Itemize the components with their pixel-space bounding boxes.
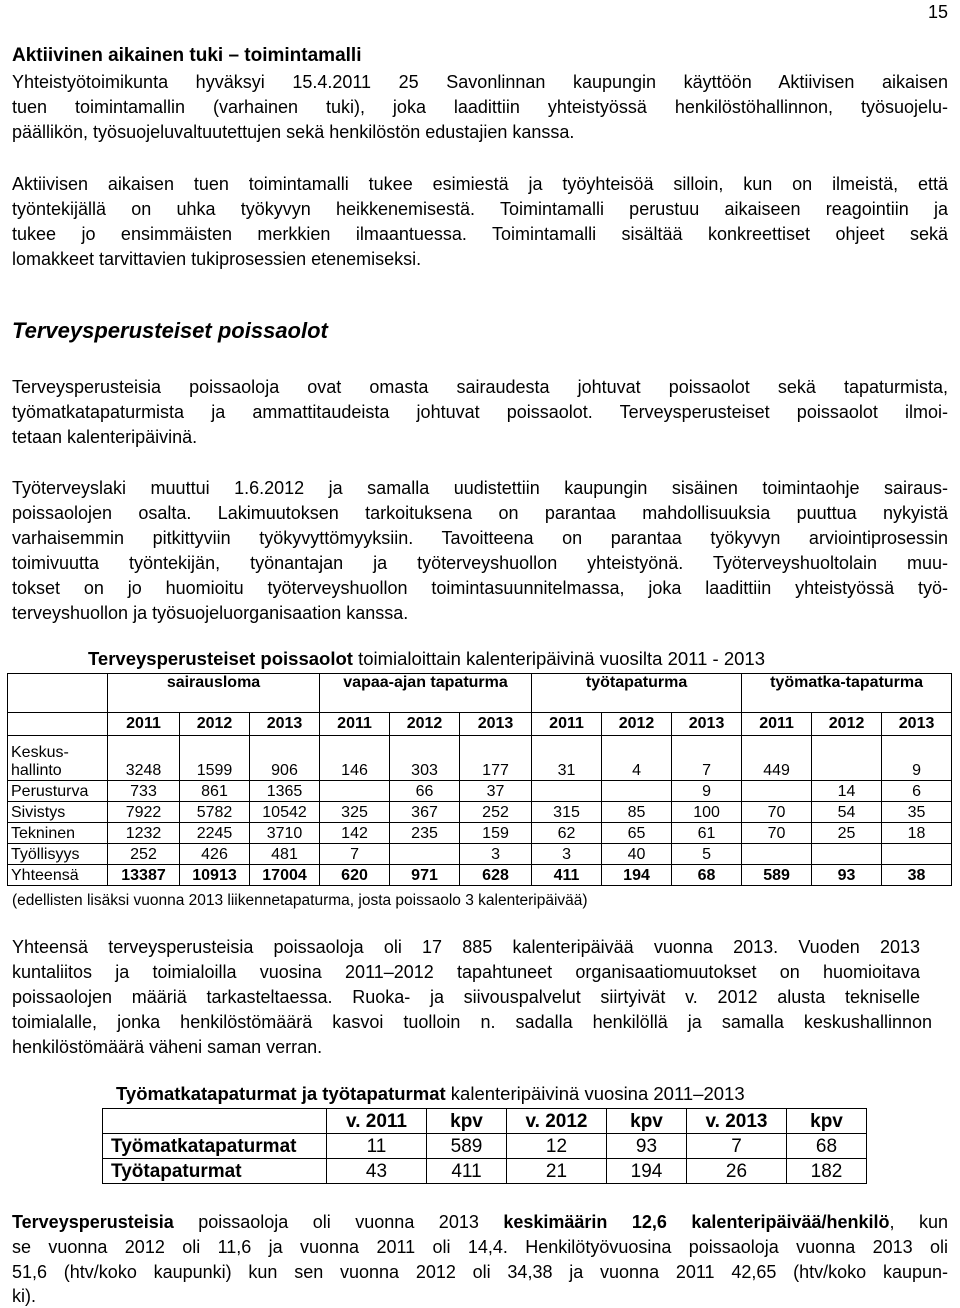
table-cell: 628: [460, 865, 532, 886]
group-header: työmatka-tapaturma: [742, 674, 952, 713]
column-header: kpv: [607, 1109, 687, 1134]
table-cell: 194: [607, 1159, 687, 1184]
table-cell: 426: [180, 844, 250, 865]
row-label: Työmatkatapaturmat: [103, 1134, 327, 1159]
paragraph-line: Työterveyslaki muuttui 1.6.2012 ja samalla uudistettiin kaupungin sisäinen toimintaohje sairaus-: [12, 478, 948, 498]
row-label: Työllisyys: [8, 844, 108, 865]
table-cell: [742, 781, 812, 802]
table-cell: 194: [602, 865, 672, 886]
table-group-header-row: [8, 674, 952, 713]
table-header-row: [103, 1109, 867, 1134]
table-cell: 17004: [250, 865, 320, 886]
table-cell: 4: [602, 736, 672, 781]
text-run: , kun: [889, 1212, 949, 1232]
year-header: 2011: [320, 713, 390, 736]
table-cell: 159: [460, 823, 532, 844]
table-cell: 589: [742, 865, 812, 886]
table-total-row: [8, 865, 952, 886]
paragraph-line: Yhteistyötoimikunta hyväksyi 15.4.2011 25 Savonlinnan kaupungin käyttöön Aktiivisen aikaisen: [12, 72, 948, 92]
table-cell: 40: [602, 844, 672, 865]
table-cell: 7: [687, 1134, 787, 1159]
table2-caption-rest: kalenteripäivinä vuosina 2011–2013: [445, 1083, 745, 1104]
table-cell: 54: [812, 802, 882, 823]
table-cell: 70: [742, 802, 812, 823]
column-header: kpv: [427, 1109, 507, 1134]
table-cell: 35: [882, 802, 952, 823]
paragraph-line: päällikön, työsuojeluvaltuutettujen sekä henkilöstön edustajien kanssa.: [12, 122, 575, 142]
table-cell: 3: [460, 844, 532, 865]
year-header: 2013: [460, 713, 532, 736]
absence-table: [7, 673, 952, 886]
paragraph-line: tuen toimintamallin (varhainen tuki), joka laadittiin yhteistyössä henkilöstöhallinnon, työsuojelu-: [12, 97, 948, 117]
table-cell: 411: [427, 1159, 507, 1184]
year-header: 2011: [532, 713, 602, 736]
table-cell: 10913: [180, 865, 250, 886]
table-cell: 62: [532, 823, 602, 844]
paragraph-line: tetaan kalenteripäivinä.: [12, 427, 198, 447]
column-header: v. 2011: [327, 1109, 427, 1134]
year-header: 2011: [108, 713, 180, 736]
table-cell: 2245: [180, 823, 250, 844]
paragraph-line: kuntaliitos ja toimialoilla vuosina 2011–2012 tapahtuneet organisaatiomuutokset on huomioitava: [12, 962, 920, 982]
table-cell: 620: [320, 865, 390, 886]
paragraph-line: ki).: [12, 1286, 36, 1306]
table-cell: [742, 844, 812, 865]
paragraph-line: se vuonna 2012 oli 11,6 ja vuonna 2011 oli 14,4. Henkilötyövuosina poissaoloja vuonna 2013 oli: [12, 1237, 948, 1257]
table-corner-cell: [8, 713, 108, 736]
table-cell: 1365: [250, 781, 320, 802]
table-cell: 5: [672, 844, 742, 865]
table-cell: [390, 844, 460, 865]
row-label: Työtapaturmat: [103, 1159, 327, 1184]
group-header: työtapaturma: [532, 674, 742, 713]
table1-caption-bold: Terveysperusteiset poissaolot: [88, 648, 353, 669]
table-row: [8, 802, 952, 823]
table-cell: 1232: [108, 823, 180, 844]
paragraph-line: varhaisemmin pitkittyviin työkyvyttömyyksiin. Tavoitteena on parantaa työkyvyn arviointiprosessin: [12, 528, 948, 548]
paragraph-line: tukee jo ensimmäisten merkkien ilmaantuessa. Toimintamalli sisältää konkreettiset ohjeet sekä: [12, 224, 948, 244]
table-year-header-row: [8, 713, 952, 736]
table-cell: 315: [532, 802, 602, 823]
table-cell: 3248: [108, 736, 180, 781]
paragraph-line: [12, 1212, 948, 1233]
table-cell: 25: [812, 823, 882, 844]
paragraph-line: Terveysperusteisia poissaoloja ovat omasta sairaudesta johtuvat poissaolot sekä tapaturmista,: [12, 377, 948, 397]
table-row: [8, 781, 952, 802]
table-cell: 235: [390, 823, 460, 844]
paragraph-line: Yhteensä terveysperusteisia poissaoloja oli 17 885 kalenteripäivää vuonna 2013. Vuoden 2013: [12, 937, 920, 957]
table-cell: [812, 736, 882, 781]
table-corner-cell: [8, 674, 108, 713]
table-cell: [532, 781, 602, 802]
table-cell: 3710: [250, 823, 320, 844]
table-cell: 85: [602, 802, 672, 823]
year-header: 2012: [180, 713, 250, 736]
table-cell: 367: [390, 802, 460, 823]
table-cell: 252: [460, 802, 532, 823]
table-cell: 93: [812, 865, 882, 886]
table-row: [8, 844, 952, 865]
table-cell: 21: [507, 1159, 607, 1184]
paragraph-line: henkilöstömäärä väheni saman verran.: [12, 1037, 323, 1057]
paragraph-line: lomakkeet tarvittavien tukiprosessien etenemiseksi.: [12, 249, 422, 269]
table1-caption-rest: toimialoittain kalenteripäivinä vuosilta 2011 - 2013: [352, 648, 765, 669]
group-header: sairausloma: [108, 674, 320, 713]
table-cell: 6: [882, 781, 952, 802]
table-cell: 43: [327, 1159, 427, 1184]
table-cell: 68: [787, 1134, 867, 1159]
table-cell: 13387: [108, 865, 180, 886]
paragraph-line: toimialalle, jonka henkilöstömäärä kasvoi tuolloin n. sadalla henkilöllä ja samalla keskushallinnon: [12, 1012, 932, 1032]
page-number: 15: [927, 2, 948, 22]
paragraph-line: tokset on jo huomioitu työterveyshuollon toimintasuunnitelmassa, joka laadittiin yhteistyössä työ-: [12, 578, 948, 598]
year-header: 2012: [390, 713, 460, 736]
paragraph-line: 51,6 (htv/koko kaupunki) kun sen vuonna 2012 oli 34,38 ja vuonna 2011 42,65 (htv/koko kaupun-: [12, 1262, 948, 1282]
row-label: Keskus-hallinto: [8, 736, 108, 781]
row-label: Sivistys: [8, 802, 108, 823]
group-header: vapaa-ajan tapaturma: [320, 674, 532, 713]
table-cell: 65: [602, 823, 672, 844]
year-header: 2013: [672, 713, 742, 736]
table-cell: 589: [427, 1134, 507, 1159]
table-cell: 481: [250, 844, 320, 865]
table-cell: 93: [607, 1134, 687, 1159]
table-row: [8, 823, 952, 844]
table-cell: 26: [687, 1159, 787, 1184]
table-cell: 100: [672, 802, 742, 823]
table-cell: 325: [320, 802, 390, 823]
section-heading-aktiivinen-tuki: Aktiivinen aikainen tuki – toimintamalli: [12, 45, 362, 66]
accident-table: [102, 1108, 867, 1184]
table-cell: 906: [250, 736, 320, 781]
table-cell: 303: [390, 736, 460, 781]
column-header: v. 2012: [507, 1109, 607, 1134]
year-header: 2013: [882, 713, 952, 736]
table-cell: 3: [532, 844, 602, 865]
table-corner-cell: [103, 1109, 327, 1134]
table1-note: (edellisten lisäksi vuonna 2013 liikennetapaturma, josta poissaolo 3 kalenteripäivää): [12, 892, 588, 909]
table-cell: 9: [672, 781, 742, 802]
paragraph-line: toimivuutta työntekijän, työnantajan ja työterveyshuollon yhteistyönä. Työterveyshuoltolain muu-: [12, 553, 948, 573]
year-header: 2012: [602, 713, 672, 736]
paragraph-line: työntekijällä on uhka työkyvyn heikkenemisestä. Toimintamalli perustuu aikaiseen reagointiin ja: [12, 199, 948, 219]
table-cell: [320, 781, 390, 802]
table-cell: 1599: [180, 736, 250, 781]
paragraph-line: poissaolojen määriä tarkasteltaessa. Ruoka- ja siivouspalvelut siirtyivät v. 2012 alusta tekniselle: [12, 987, 920, 1007]
row-label: Yhteensä: [8, 865, 108, 886]
table1-caption: [88, 648, 765, 670]
text-run: poissaoloja oli vuonna 2013: [173, 1212, 504, 1232]
table-cell: 182: [787, 1159, 867, 1184]
table-cell: 733: [108, 781, 180, 802]
table-cell: 11: [327, 1134, 427, 1159]
table-cell: 61: [672, 823, 742, 844]
paragraph-line: Aktiivisen aikaisen tuen toimintamalli tukee esimiestä ja työyhteisöä silloin, kun on ilmeistä, että: [12, 174, 948, 194]
table2-caption-bold: Työmatkatapaturmat ja työtapaturmat: [116, 1083, 446, 1104]
paragraph-line: työmatkatapaturmista ja ammattitaudeista johtuvat poissaolot. Terveysperusteiset poissaolot ilmoi-: [12, 402, 948, 422]
table-cell: 9: [882, 736, 952, 781]
table-cell: [812, 844, 882, 865]
paragraph-line: terveyshuollon ja työsuojeluorganisaation kanssa.: [12, 603, 409, 623]
column-header: v. 2013: [687, 1109, 787, 1134]
table-cell: 68: [672, 865, 742, 886]
table-cell: 177: [460, 736, 532, 781]
year-header: 2012: [812, 713, 882, 736]
table2-caption: [116, 1083, 745, 1105]
table-cell: 7: [320, 844, 390, 865]
table-cell: 18: [882, 823, 952, 844]
year-header: 2011: [742, 713, 812, 736]
table-cell: 37: [460, 781, 532, 802]
table-row: [8, 736, 952, 781]
table-cell: [882, 844, 952, 865]
table-cell: 449: [742, 736, 812, 781]
table-cell: 146: [320, 736, 390, 781]
table-cell: 411: [532, 865, 602, 886]
column-header: kpv: [787, 1109, 867, 1134]
table-cell: 12: [507, 1134, 607, 1159]
table-cell: 70: [742, 823, 812, 844]
table-cell: 31: [532, 736, 602, 781]
bold-phrase: keskimäärin 12,6 kalenteripäivää/henkilö: [503, 1212, 890, 1232]
row-label: Tekninen: [8, 823, 108, 844]
table-row: [103, 1134, 867, 1159]
table-cell: 142: [320, 823, 390, 844]
table-cell: 971: [390, 865, 460, 886]
table-cell: 861: [180, 781, 250, 802]
table-cell: 7922: [108, 802, 180, 823]
table-cell: [602, 781, 672, 802]
row-label: Perusturva: [8, 781, 108, 802]
paragraph-line: poissaolojen osalta. Lakimuutoksen tarkoituksena on parantaa mahdollisuuksia puuttua nykyistä: [12, 503, 948, 523]
year-header: 2013: [250, 713, 320, 736]
bold-phrase: Terveysperusteisia: [12, 1212, 174, 1232]
table-cell: 14: [812, 781, 882, 802]
table-row: [103, 1159, 867, 1184]
table-cell: 252: [108, 844, 180, 865]
table-cell: 5782: [180, 802, 250, 823]
table-cell: 38: [882, 865, 952, 886]
table-cell: 10542: [250, 802, 320, 823]
table-cell: 7: [672, 736, 742, 781]
section-heading-terveysperusteiset: Terveysperusteiset poissaolot: [12, 318, 328, 343]
table-cell: 66: [390, 781, 460, 802]
